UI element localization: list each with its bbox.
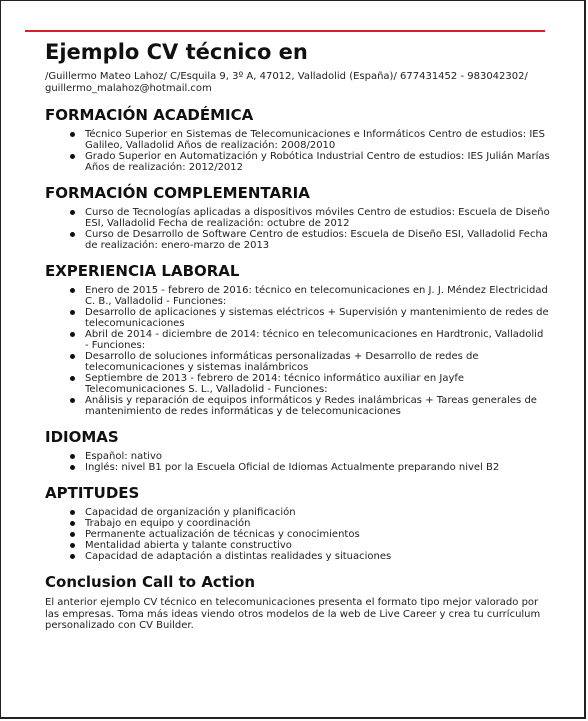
cv-title: Ejemplo CV técnico en	[45, 40, 308, 64]
item-list	[45, 507, 550, 562]
cta-heading: Conclusion Call to Action	[45, 573, 256, 591]
item-list	[45, 129, 550, 173]
cv-content	[45, 39, 550, 632]
section-idiomas	[45, 427, 550, 473]
list-item: Abril de 2014 - diciembre de 2014: técnico en telecomunicaciones en Hardtronic, Valladolid - Funciones:	[85, 329, 550, 351]
list-item: Septiembre de 2013 - febrero de 2014: técnico informático auxiliar en Jayfe Telecomunicaciones S. L., Valladolid - Funciones:	[85, 373, 550, 395]
section-aptitudes	[45, 483, 550, 562]
list-item: Curso de Desarrollo de Software Centro de estudios: Escuela de Diseño ESI, Valladolid Fecha de realización: enero-marzo de 2013	[85, 229, 550, 251]
list-item: Permanente actualización de técnicas y conocimientos	[85, 529, 550, 540]
cta-text: El anterior ejemplo CV técnico en telecomunicaciones presenta el formato tipo mejor valorado por las empresas. Toma más ideas viendo otros modelos de la web de Live Career y crea tu currículum personalizado con CV Builder.	[45, 597, 541, 631]
section-call-to-action	[45, 572, 550, 632]
item-list	[45, 207, 550, 251]
accent-divider	[25, 30, 545, 32]
section-heading: FORMACIÓN COMPLEMENTARIA	[45, 184, 310, 202]
list-item: Técnico Superior en Sistemas de Telecomunicaciones e Informáticos Centro de estudios: IES Galileo, Valladolid Años de realización: 2008/2010	[85, 129, 550, 151]
list-item: Español: nativo	[85, 451, 550, 462]
contact-info: /Guillermo Mateo Lahoz/ C/Esquila 9, 3º A, 47012, Valladolid (España)/ 677431452 - 983042302/ guillermo_malahoz@hotmail.com	[45, 71, 528, 94]
list-item: Desarrollo de soluciones informáticas personalizadas + Desarrollo de redes de telecomunicaciones y sistemas inalámbricos	[85, 351, 550, 373]
section-formacion-complementaria	[45, 183, 550, 251]
list-item: Capacidad de adaptación a distintas realidades y situaciones	[85, 551, 550, 562]
section-heading: IDIOMAS	[45, 428, 119, 446]
list-item: Mentalidad abierta y talante constructivo	[85, 540, 550, 551]
list-item: Trabajo en equipo y coordinación	[85, 518, 550, 529]
list-item: Desarrollo de aplicaciones y sistemas eléctricos + Supervisión y mantenimiento de redes de telecomunicaciones	[85, 307, 549, 329]
section-experiencia-laboral	[45, 261, 550, 417]
list-item: Enero de 2015 - febrero de 2016: técnico en telecomunicaciones en J. J. Méndez Electricidad C. B., Valladolid - Funciones:	[85, 285, 550, 307]
section-heading: APTITUDES	[45, 484, 140, 502]
section-heading: EXPERIENCIA LABORAL	[45, 262, 240, 280]
item-list	[45, 451, 550, 473]
list-item: Curso de Tecnologías aplicadas a dispositivos móviles Centro de estudios: Escuela de Diseño ESI, Valladolid Fecha de realización: octubre de 2012	[85, 207, 550, 229]
item-list	[45, 285, 550, 417]
list-item: Capacidad de organización y planificación	[85, 507, 550, 518]
section-formacion-academica	[45, 105, 550, 173]
section-heading: FORMACIÓN ACADÉMICA	[45, 106, 254, 124]
list-item: Inglés: nivel B1 por la Escuela Oficial de Idiomas Actualmente preparando nivel B2	[85, 462, 550, 473]
list-item: Análisis y reparación de equipos informáticos y Redes inalámbricas + Tareas generales de mantenimiento de redes informáticas y de telecomunicaciones	[85, 395, 550, 417]
list-item: Grado Superior en Automatización y Robótica Industrial Centro de estudios: IES Julián Marías Años de realización: 2012/2012	[85, 151, 550, 173]
